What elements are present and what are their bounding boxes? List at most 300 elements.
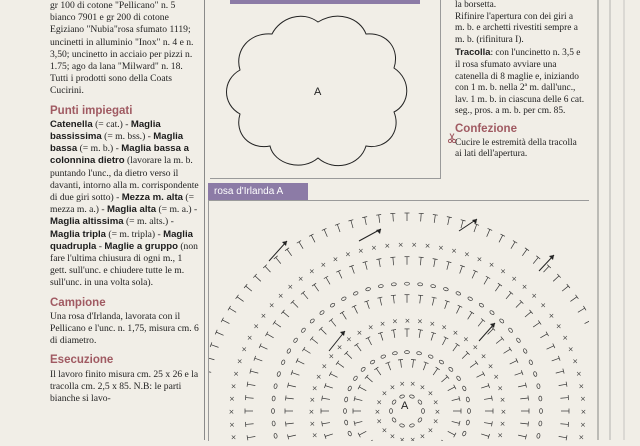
treble-stem: [442, 338, 446, 345]
single-crochet-symbol: ×: [568, 345, 574, 353]
treble-stem: [367, 440, 373, 441]
treble-stem: [365, 217, 367, 225]
treble-top: [398, 359, 403, 360]
treble-stem: [325, 434, 333, 436]
single-crochet-symbol: ×: [384, 242, 390, 250]
treble-stem: [544, 266, 549, 272]
single-crochet-symbol: ×: [463, 336, 469, 344]
treble-top: [329, 319, 333, 322]
diagram-title-badge: rosa d'Irlanda A: [208, 183, 308, 200]
single-crochet-symbol: ×: [241, 345, 247, 353]
chain-symbol: [462, 431, 467, 437]
chain-symbol: [330, 303, 336, 308]
treble-stem: [553, 276, 559, 281]
single-crochet-symbol: ×: [247, 334, 253, 342]
single-crochet-symbol: ×: [420, 383, 426, 391]
treble-top: [302, 347, 305, 351]
chain-symbol: [536, 384, 540, 389]
single-crochet-symbol: ×: [375, 408, 381, 416]
treble-stem: [211, 345, 219, 348]
single-crochet-symbol: ×: [357, 329, 363, 337]
chain-symbol: [360, 367, 366, 373]
treble-stem: [585, 320, 589, 324]
treble-stem: [484, 277, 488, 284]
treble-stem: [321, 329, 327, 335]
treble-stem: [474, 224, 477, 232]
treble-stem: [267, 334, 274, 338]
single-crochet-symbol: ×: [500, 268, 506, 276]
treble-stem: [326, 277, 330, 284]
treble-stem: [552, 358, 560, 361]
single-crochet-symbol: ×: [435, 408, 441, 416]
single-crochet-symbol: ×: [511, 275, 517, 283]
single-crochet-symbol: ×: [410, 380, 416, 388]
chain-symbol: [516, 337, 521, 343]
treble-stem: [559, 436, 567, 437]
treble-stem: [441, 377, 447, 382]
single-crochet-symbol: ×: [476, 255, 482, 263]
single-crochet-symbol: ×: [312, 384, 318, 392]
treble-stem: [520, 398, 528, 399]
treble-stem: [354, 306, 357, 313]
treble-top: [391, 330, 396, 331]
chain-symbol: [409, 394, 414, 398]
treble-stem: [292, 373, 300, 376]
treble-top: [273, 320, 276, 324]
treble-stem: [448, 387, 455, 391]
treble-top: [498, 283, 502, 286]
treble-stem: [394, 330, 395, 338]
single-crochet-symbol: ×: [500, 396, 506, 404]
treble-stem: [413, 360, 414, 368]
treble-top: [525, 248, 529, 251]
chain-symbol: [365, 287, 370, 291]
single-crochet-symbol: ×: [309, 268, 315, 276]
single-crochet-symbol: ×: [562, 334, 568, 342]
treble-top: [310, 337, 313, 341]
treble-stem: [352, 266, 355, 274]
single-crochet-symbol: ×: [333, 255, 339, 263]
treble-stem: [355, 421, 363, 423]
treble-stem: [578, 308, 585, 312]
treble-stem: [265, 266, 270, 272]
single-crochet-symbol: ×: [548, 312, 554, 320]
flower-label: A: [314, 86, 322, 98]
treble-top: [391, 295, 396, 296]
single-crochet-symbol: ×: [321, 362, 327, 370]
chain-symbol: [347, 431, 352, 437]
chain-symbol: [422, 409, 425, 414]
treble-stem: [400, 360, 401, 368]
treble-stem: [496, 338, 502, 343]
treble-stem: [423, 363, 426, 370]
chain-symbol: [539, 396, 542, 401]
esecuzione-heading: Esecuzione: [50, 354, 200, 366]
treble-top: [492, 421, 493, 426]
treble-top: [501, 337, 504, 341]
single-crochet-symbol: ×: [451, 247, 457, 255]
single-crochet-symbol: ×: [464, 251, 470, 259]
single-crochet-symbol: ×: [576, 370, 582, 378]
treble-stem: [286, 398, 294, 399]
treble-stem: [504, 349, 511, 353]
treble-stem: [337, 224, 340, 232]
single-crochet-symbol: ×: [441, 324, 447, 332]
treble-stem: [276, 257, 281, 263]
treble-stem: [434, 259, 435, 267]
materials-text: gr 100 di cotone "Pellicano" n. 5 bianco 7901 e gr 200 di cotone Egiziano "Nubia"rosa sfumato 1119; uncinetti in alluminio "Inox" n. 4 e n. 3,50; uncinetto in acciaio per pizzi n. 1.75; ago da lana "Milward" n. 18. Tutti i prodotti sono della Coats Cucirini.: [50, 0, 200, 98]
treble-stem: [246, 398, 254, 399]
treble-stem: [560, 398, 568, 399]
chain-symbol: [428, 354, 434, 359]
treble-top: [376, 259, 381, 260]
chain-symbol: [344, 397, 348, 402]
treble-stem: [274, 322, 281, 327]
single-crochet-symbol: ×: [427, 390, 433, 398]
single-crochet-symbol: ×: [233, 370, 239, 378]
single-crochet-symbol: ×: [425, 242, 431, 250]
chain-symbol: [277, 371, 281, 376]
chain-symbol: [409, 423, 414, 427]
treble-stem: [547, 346, 554, 349]
treble-stem: [286, 423, 294, 424]
chain-symbol: [272, 396, 275, 401]
treble-stem: [331, 320, 336, 326]
treble-stem: [359, 431, 366, 435]
single-crochet-symbol: ×: [358, 247, 364, 255]
top-diagram-panel: [210, 0, 441, 179]
treble-top: [418, 330, 423, 331]
chain-symbol: [499, 318, 505, 324]
punti-text: Catenella (= cat.) - Maglia bassissima (= m. bss.) - Maglia bassa (= m. b.) - Maglia bassa a colonnina dietro (lavorare la m. b. puntando l'unc., da dietro verso il davanti, intorno alla m. corrispondente di due giri sotto) - Mezza m. alta (= mezza m. a.) - Maglia alta (= m. a.) - Maglia altissima (= m. alts.) - Maglia tripla (= m. tripla) - Maglia quadrupla - Maglie a gruppo (non fare l'ultima chiusura di ogni m., 1 gett. sull'unc. e chiudere tutte le m. sull'unc. in una volta sola).: [50, 119, 200, 290]
treble-stem: [562, 286, 568, 291]
treble-stem: [299, 242, 303, 249]
treble-stem: [303, 293, 308, 299]
treble-stem: [325, 386, 333, 388]
chain-symbol: [353, 375, 358, 381]
single-crochet-symbol: ×: [398, 241, 404, 249]
chain-symbol: [286, 348, 291, 354]
treble-stem: [324, 229, 327, 236]
single-crochet-symbol: ×: [489, 261, 495, 269]
treble-top: [486, 276, 490, 279]
chain-symbol: [344, 420, 348, 425]
treble-stem: [559, 384, 567, 385]
treble-stem: [448, 431, 455, 435]
chain-symbol: [293, 337, 298, 343]
single-crochet-symbol: ×: [376, 398, 382, 406]
treble-top: [433, 215, 438, 216]
single-crochet-symbol: ×: [231, 434, 237, 441]
treble-top: [436, 367, 440, 370]
single-crochet-symbol: ×: [392, 318, 398, 326]
page-edge-lines: [590, 0, 640, 440]
treble-stem: [288, 385, 296, 387]
treble-stem: [520, 423, 528, 424]
treble-top: [444, 337, 448, 339]
treble-top: [492, 396, 493, 401]
treble-stem: [337, 363, 343, 368]
treble-top: [509, 347, 512, 351]
punti-heading: Punti impiegati: [50, 105, 200, 117]
treble-stem: [283, 312, 289, 317]
treble-stem: [246, 424, 254, 425]
single-crochet-symbol: ×: [481, 352, 487, 360]
single-crochet-symbol: ×: [429, 320, 435, 328]
single-crochet-symbol: ×: [399, 380, 405, 388]
treble-stem: [499, 235, 503, 242]
single-crochet-symbol: ×: [420, 433, 426, 441]
single-crochet-symbol: ×: [390, 433, 396, 441]
treble-stem: [209, 358, 214, 360]
treble-stem: [367, 377, 373, 382]
single-crochet-symbol: ×: [253, 323, 259, 331]
chain-symbol: [417, 399, 422, 405]
single-crochet-symbol: ×: [368, 324, 374, 332]
chain-symbol: [399, 394, 404, 398]
treble-top: [322, 421, 323, 426]
treble-stem: [342, 313, 346, 320]
chain-symbol: [448, 367, 454, 373]
chain-symbol: [416, 351, 421, 355]
treble-top: [358, 433, 360, 437]
treble-stem: [432, 298, 434, 306]
treble-stem: [420, 257, 421, 265]
chain-symbol: [443, 287, 448, 291]
treble-stem: [292, 302, 298, 308]
treble-stem: [314, 285, 319, 292]
treble-top: [454, 385, 456, 389]
confezione-text: Cucire le estremità della tracolla ai lati dell'apertura.: [455, 138, 585, 161]
single-crochet-symbol: ×: [229, 408, 235, 416]
treble-stem: [322, 423, 330, 424]
treble-top: [309, 234, 313, 236]
treble-top: [418, 295, 423, 296]
single-crochet-symbol: ×: [269, 302, 275, 310]
single-crochet-symbol: ×: [453, 329, 459, 337]
arrow-head: [340, 331, 345, 336]
chain-symbol: [392, 351, 397, 355]
single-crochet-symbol: ×: [312, 432, 318, 440]
single-crochet-symbol: ×: [337, 344, 343, 352]
treble-stem: [260, 346, 267, 349]
treble-top: [285, 422, 286, 427]
treble-top: [470, 311, 474, 314]
chain-symbol: [405, 351, 410, 354]
treble-stem: [287, 249, 292, 256]
treble-top: [528, 395, 529, 400]
single-crochet-symbol: ×: [309, 408, 315, 416]
chart-center-label: A: [401, 400, 409, 412]
chain-symbol: [390, 409, 393, 414]
single-crochet-symbol: ×: [497, 384, 503, 392]
chain-symbol: [391, 283, 396, 286]
treble-stem: [355, 399, 363, 401]
single-crochet-symbol: ×: [500, 420, 506, 428]
single-crochet-symbol: ×: [298, 275, 304, 283]
single-crochet-symbol: ×: [328, 352, 334, 360]
single-crochet-symbol: ×: [376, 418, 382, 426]
chain-symbol: [467, 296, 473, 301]
treble-stem: [456, 306, 459, 313]
single-crochet-symbol: ×: [346, 336, 352, 344]
treble-top: [575, 295, 578, 299]
treble-stem: [420, 295, 421, 303]
chain-symbol: [533, 371, 537, 376]
single-crochet-symbol: ×: [390, 383, 396, 391]
treble-top: [513, 241, 517, 244]
chain-symbol: [391, 417, 396, 423]
tracolla-text: Tracolla: con l'uncinetto n. 3,5 e il rosa sfumato avviare una catenella di 8 maglie e, iniziando con 1 m. b. nella 2ª m. dall'unc., lav. 1 m. b. in ciascuna delle 6 cat. seg., pros. a m. b. per cm. 85.: [455, 46, 585, 118]
single-crochet-symbol: ×: [345, 251, 351, 259]
single-crochet-symbol: ×: [472, 344, 478, 352]
treble-top: [336, 361, 339, 365]
chain-symbol: [274, 384, 278, 389]
column-divider: [204, 0, 205, 440]
chain-symbol: [353, 291, 359, 296]
single-crochet-symbol: ×: [237, 358, 243, 366]
treble-stem: [431, 333, 433, 341]
treble-top: [481, 319, 485, 322]
chain-symbol: [417, 417, 422, 423]
treble-stem: [481, 434, 489, 436]
treble-stem: [251, 371, 259, 373]
treble-stem: [518, 435, 526, 437]
treble-stem: [433, 368, 438, 375]
treble-stem: [533, 257, 538, 263]
treble-stem: [441, 440, 447, 441]
treble-stem: [297, 361, 304, 364]
single-crochet-symbol: ×: [382, 426, 388, 434]
treble-top: [322, 396, 323, 401]
chain-symbol: [456, 375, 461, 381]
single-crochet-symbol: ×: [411, 241, 417, 249]
treble-stem: [311, 235, 315, 242]
treble-stem: [540, 334, 547, 338]
single-crochet-symbol: ×: [309, 420, 315, 428]
chain-symbol: [344, 409, 347, 414]
campione-text: Una rosa d'Irlanda, lavorata con il Pellicano e l'unc. n. 1,75, misura cm. 6 di diametro.: [50, 311, 200, 348]
treble-top: [475, 361, 478, 365]
chain-symbol: [281, 359, 286, 365]
single-crochet-symbol: ×: [581, 408, 587, 416]
treble-stem: [288, 435, 296, 437]
treble-top: [456, 343, 460, 346]
treble-stem: [515, 373, 523, 376]
treble-top: [228, 306, 231, 310]
single-crochet-symbol: ×: [320, 261, 326, 269]
page-edge-strip: [590, 0, 640, 440]
treble-stem: [380, 333, 382, 341]
chain-symbol: [380, 354, 386, 359]
chain-symbol: [466, 420, 470, 425]
treble-top: [528, 422, 529, 427]
single-crochet-symbol: ×: [580, 395, 586, 403]
treble-stem: [312, 338, 318, 343]
treble-stem: [304, 349, 311, 353]
treble-stem: [330, 374, 337, 378]
single-crochet-symbol: ×: [578, 382, 584, 390]
single-crochet-symbol: ×: [417, 318, 423, 326]
treble-top: [329, 371, 331, 375]
treble-stem: [445, 301, 448, 309]
single-crochet-symbol: ×: [493, 373, 499, 381]
treble-stem: [476, 374, 483, 378]
treble-stem: [393, 257, 394, 265]
single-crochet-symbol: ×: [371, 244, 377, 252]
treble-top: [566, 382, 567, 387]
treble-stem: [388, 363, 391, 370]
treble-top: [236, 295, 239, 299]
chain-symbol: [455, 291, 461, 296]
treble-stem: [468, 313, 472, 320]
treble-top: [312, 283, 316, 286]
treble-stem: [495, 285, 500, 292]
chain-symbol: [391, 399, 396, 405]
single-crochet-symbol: ×: [229, 395, 235, 403]
treble-stem: [255, 358, 263, 361]
chain-symbol: [528, 359, 533, 365]
treble-stem: [570, 297, 577, 302]
single-crochet-symbol: ×: [316, 373, 322, 381]
treble-stem: [487, 229, 490, 236]
treble-top: [546, 332, 549, 336]
scissors-icon: [448, 133, 456, 143]
treble-top: [500, 234, 504, 236]
treble-stem: [379, 259, 380, 267]
treble-top: [244, 284, 247, 288]
treble-top: [247, 382, 248, 387]
left-text-column: [50, 0, 200, 440]
treble-top: [285, 395, 286, 400]
chain-symbol: [341, 296, 347, 301]
chain-symbol: [479, 303, 485, 308]
treble-stem: [522, 249, 527, 256]
treble-stem: [393, 295, 394, 303]
chain-symbol: [399, 423, 404, 427]
single-crochet-symbol: ×: [531, 292, 537, 300]
single-crochet-symbol: ×: [287, 283, 293, 291]
treble-top: [324, 276, 328, 279]
treble-top: [340, 311, 344, 314]
chain-symbol: [489, 310, 495, 315]
single-crochet-symbol: ×: [231, 382, 237, 390]
single-crochet-symbol: ×: [556, 323, 562, 331]
treble-stem: [421, 213, 422, 221]
treble-top: [366, 337, 370, 339]
treble-stem: [560, 424, 568, 425]
single-crochet-symbol: ×: [261, 312, 267, 320]
chain-symbol: [378, 284, 383, 288]
treble-stem: [472, 271, 475, 278]
chain-symbol: [540, 409, 543, 414]
single-crochet-symbol: ×: [427, 426, 433, 434]
treble-stem: [533, 322, 540, 327]
treble-top: [358, 385, 360, 389]
treble-stem: [365, 262, 367, 270]
treble-stem: [484, 398, 492, 399]
treble-stem: [368, 338, 372, 345]
chain-symbol: [405, 282, 410, 285]
treble-stem: [229, 308, 236, 312]
single-crochet-symbol: ×: [572, 358, 578, 366]
single-crochet-symbol: ×: [580, 421, 586, 429]
treble-stem: [516, 302, 522, 308]
treble-stem: [351, 220, 353, 228]
single-crochet-symbol: ×: [278, 292, 284, 300]
crochet-chart-frame: [208, 200, 589, 441]
treble-stem: [255, 276, 261, 281]
